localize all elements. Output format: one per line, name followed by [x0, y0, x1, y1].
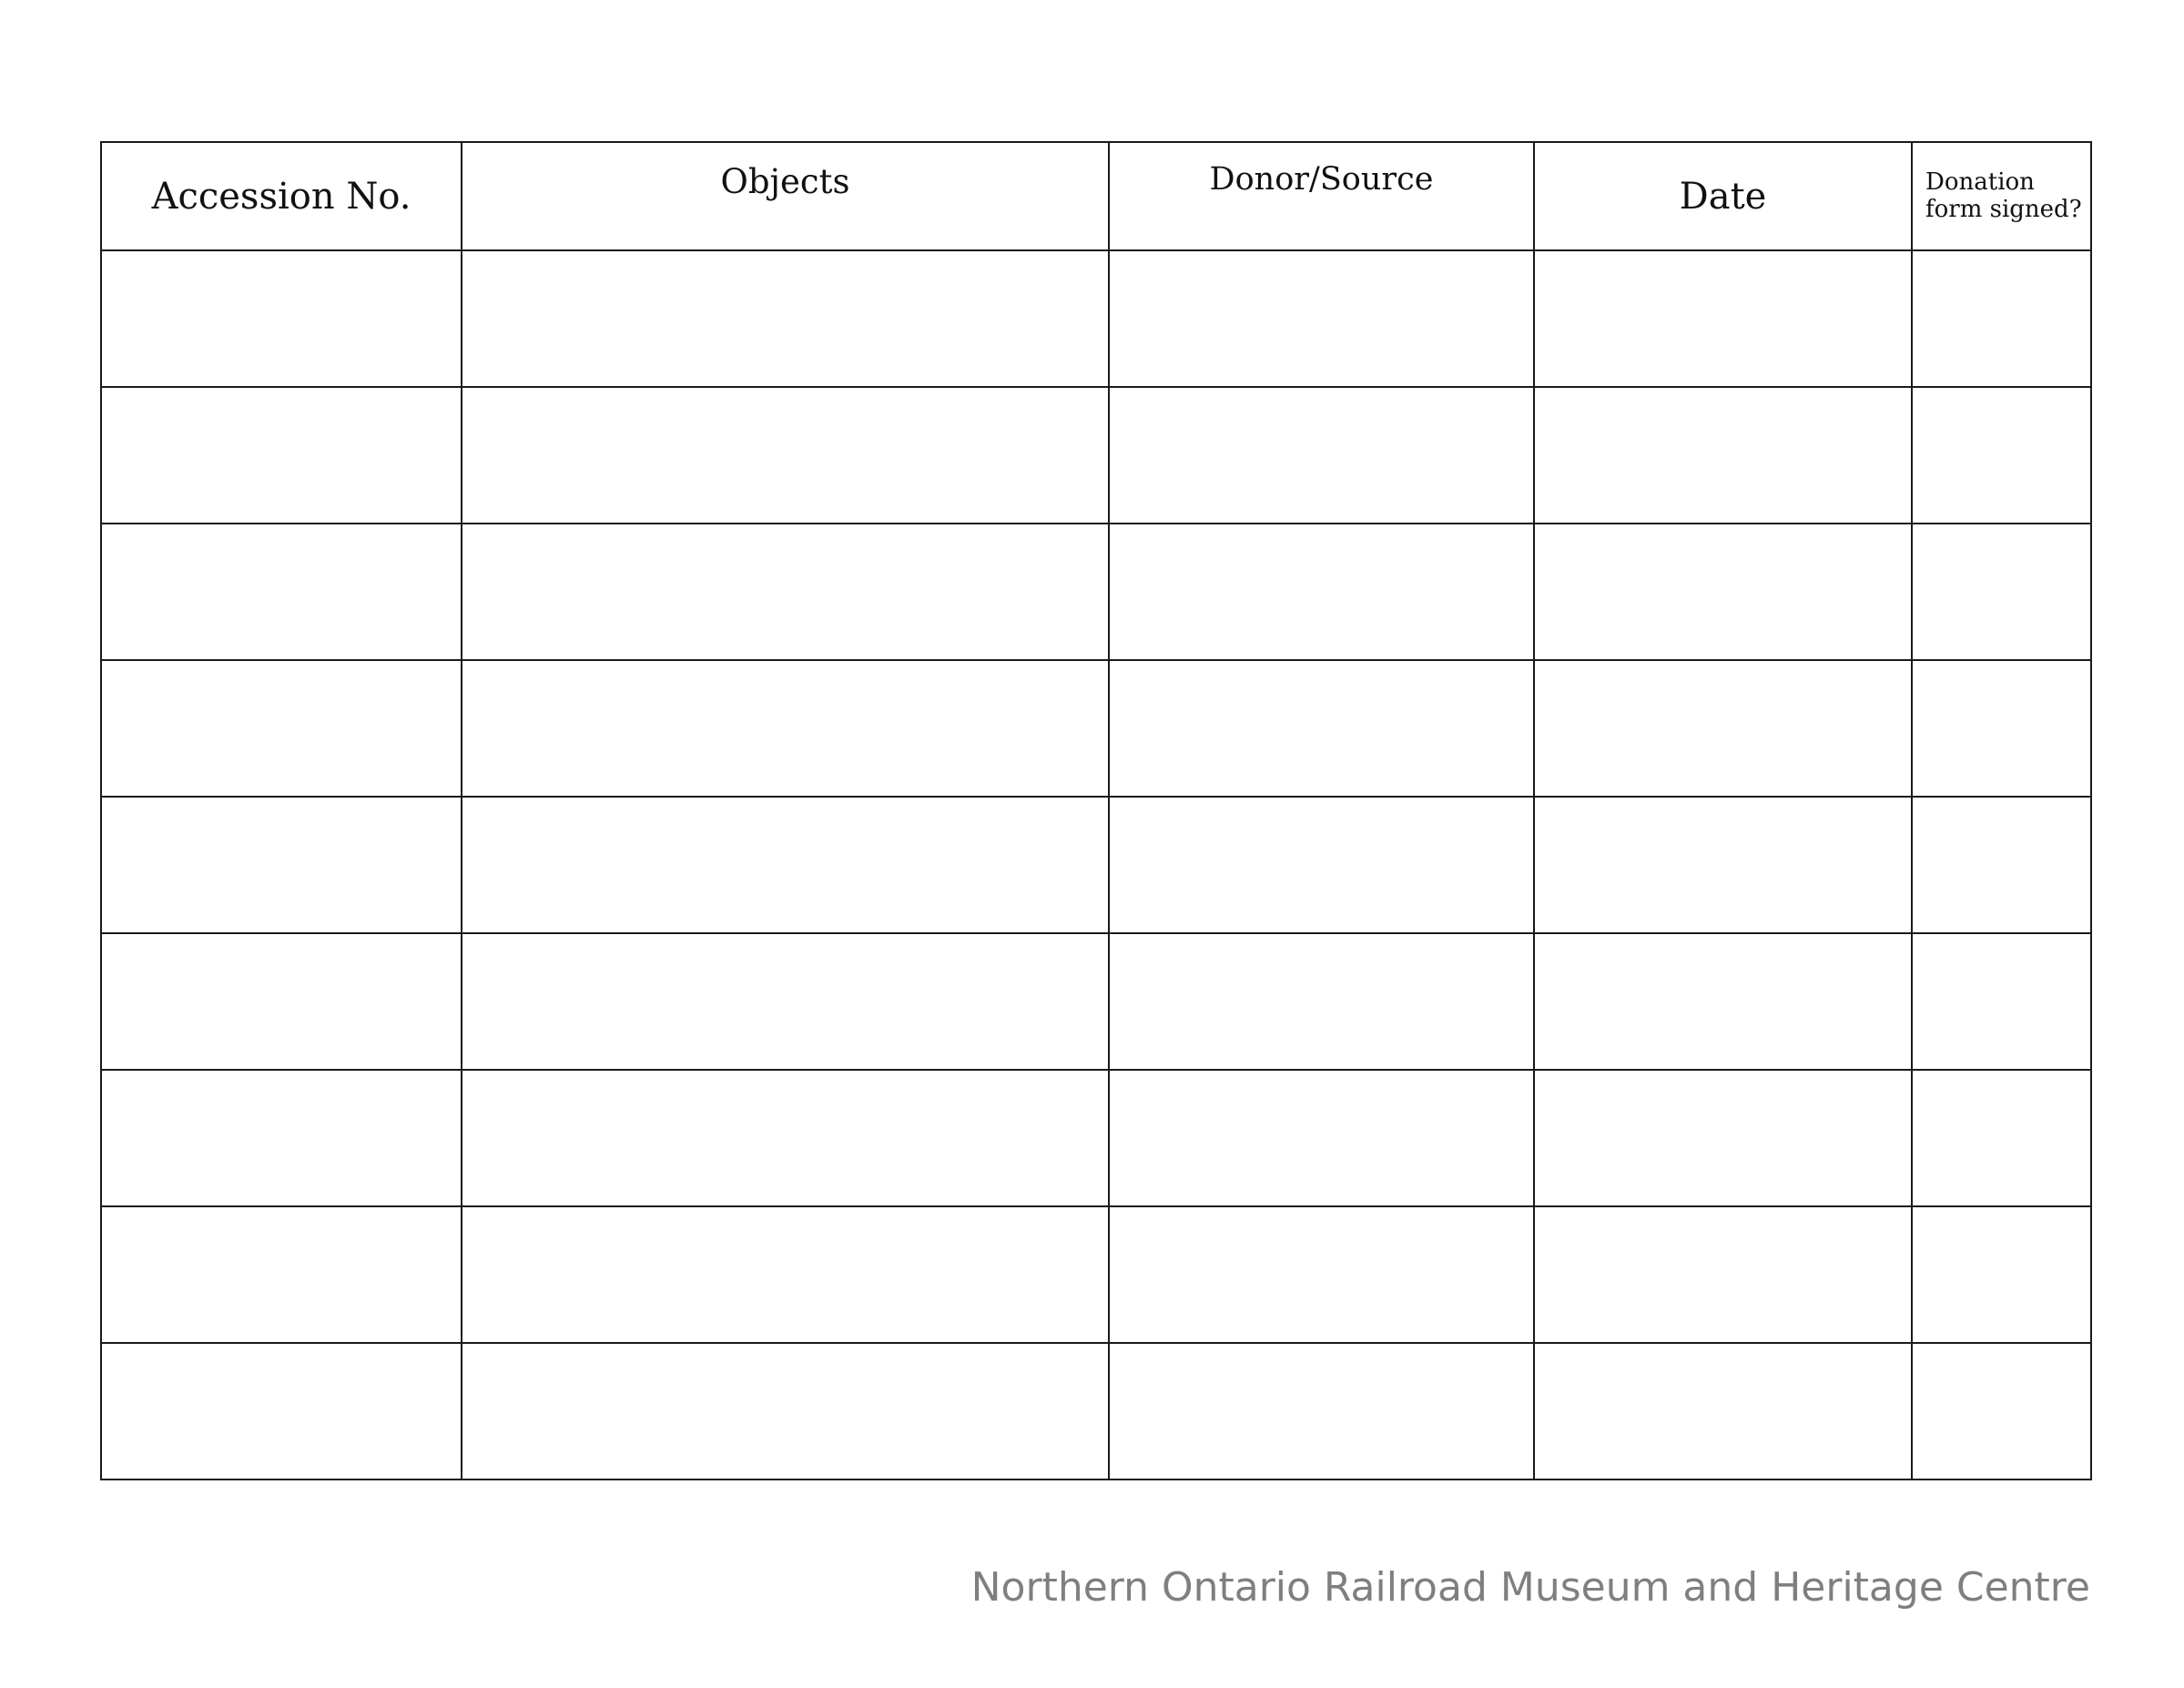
- cell-donation-form-signed[interactable]: [1912, 1070, 2091, 1206]
- cell-objects[interactable]: [462, 797, 1109, 933]
- cell-donation-form-signed[interactable]: [1912, 933, 2091, 1070]
- table-row: [101, 933, 2091, 1070]
- cell-donor-source[interactable]: [1109, 1070, 1534, 1206]
- column-header-donation-form-signed-line1: Donation: [1925, 168, 2035, 196]
- cell-accession-no[interactable]: [101, 1206, 462, 1343]
- cell-date[interactable]: [1534, 524, 1912, 660]
- cell-donation-form-signed[interactable]: [1912, 524, 2091, 660]
- cell-donor-source[interactable]: [1109, 387, 1534, 524]
- cell-donor-source[interactable]: [1109, 660, 1534, 797]
- cell-donor-source[interactable]: [1109, 1206, 1534, 1343]
- column-header-donation-form-signed-line2: form signed?: [1925, 195, 2082, 223]
- cell-objects[interactable]: [462, 1070, 1109, 1206]
- cell-donation-form-signed[interactable]: [1912, 1343, 2091, 1480]
- column-header-donor-source: Donor/Source: [1109, 142, 1534, 250]
- accession-log-table: [100, 141, 2092, 1480]
- table-row: [101, 250, 2091, 387]
- cell-accession-no[interactable]: [101, 250, 462, 387]
- cell-accession-no[interactable]: [101, 1070, 462, 1206]
- cell-objects[interactable]: [462, 1343, 1109, 1480]
- cell-date[interactable]: [1534, 660, 1912, 797]
- table-row: [101, 1070, 2091, 1206]
- cell-date[interactable]: [1534, 933, 1912, 1070]
- table-row: [101, 387, 2091, 524]
- table-header-row: [101, 142, 2091, 250]
- cell-objects[interactable]: [462, 387, 1109, 524]
- cell-date[interactable]: [1534, 250, 1912, 387]
- cell-accession-no[interactable]: [101, 524, 462, 660]
- cell-donation-form-signed[interactable]: [1912, 1206, 2091, 1343]
- cell-date[interactable]: [1534, 797, 1912, 933]
- cell-accession-no[interactable]: [101, 933, 462, 1070]
- cell-date[interactable]: [1534, 1206, 1912, 1343]
- column-header-donation-form-signed: [1912, 142, 2091, 250]
- cell-objects[interactable]: [462, 524, 1109, 660]
- cell-accession-no[interactable]: [101, 1343, 462, 1480]
- table-body: [101, 250, 2091, 1480]
- cell-donor-source[interactable]: [1109, 797, 1534, 933]
- cell-accession-no[interactable]: [101, 387, 462, 524]
- table-row: [101, 524, 2091, 660]
- table-row: [101, 797, 2091, 933]
- table-row: [101, 1206, 2091, 1343]
- cell-date[interactable]: [1534, 1070, 1912, 1206]
- cell-objects[interactable]: [462, 660, 1109, 797]
- cell-date[interactable]: [1534, 1343, 1912, 1480]
- cell-objects[interactable]: [462, 1206, 1109, 1343]
- cell-donor-source[interactable]: [1109, 1343, 1534, 1480]
- cell-donation-form-signed[interactable]: [1912, 250, 2091, 387]
- table-row: [101, 660, 2091, 797]
- cell-objects[interactable]: [462, 933, 1109, 1070]
- column-header-objects: Objects: [462, 142, 1109, 250]
- cell-accession-no[interactable]: [101, 797, 462, 933]
- cell-objects[interactable]: [462, 250, 1109, 387]
- cell-donation-form-signed[interactable]: [1912, 387, 2091, 524]
- cell-donor-source[interactable]: [1109, 250, 1534, 387]
- footer-organization-name: Northern Ontario Railroad Museum and Heritage Centre: [970, 1564, 2090, 1611]
- cell-donor-source[interactable]: [1109, 524, 1534, 660]
- cell-donation-form-signed[interactable]: [1912, 797, 2091, 933]
- cell-accession-no[interactable]: [101, 660, 462, 797]
- column-header-date: Date: [1534, 142, 1912, 250]
- cell-donation-form-signed[interactable]: [1912, 660, 2091, 797]
- cell-date[interactable]: [1534, 387, 1912, 524]
- column-header-accession-no: Accession No.: [101, 142, 462, 250]
- cell-donor-source[interactable]: [1109, 933, 1534, 1070]
- table-row: [101, 1343, 2091, 1480]
